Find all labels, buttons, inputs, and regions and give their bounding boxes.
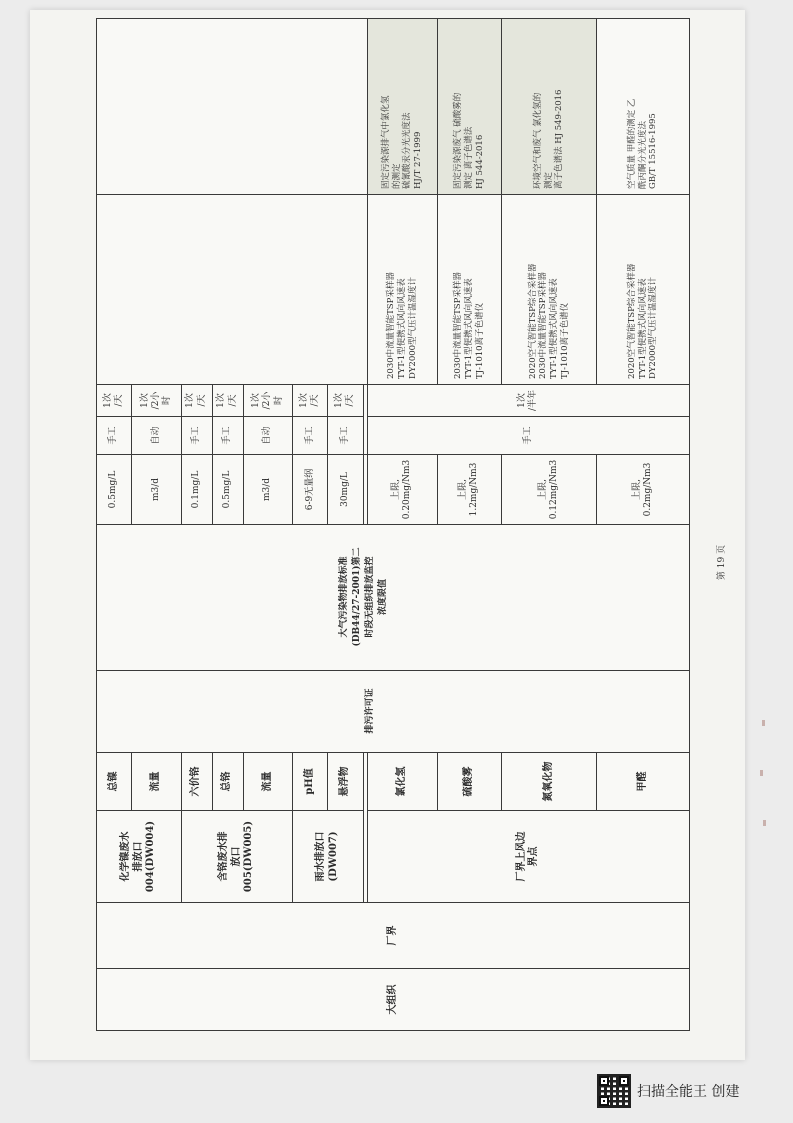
pollutant-ss: 悬浮物 [328,753,363,811]
pollutant-h2so4: 硫酸雾 [437,753,501,811]
mode-air: 手工 [367,417,689,455]
qr-code-icon [597,1074,631,1108]
method-h2so4: 2030中流量智能TSP采样器 TYT-1型便携式风向风速表 TJ-1010离子色谱仪 [437,195,501,385]
scanner-app-text: 扫描全能王 创建 [637,1084,740,1100]
mode-flow2: 自动 [243,417,293,455]
pollutant-cr6: 六价铬 [181,753,212,811]
standard-hcl: 固定污染源排气中氯化氢 的测定 硫氰酸汞分光光度法 HJ/T 27-1999 [367,19,437,195]
limit-ph: 6-9无量纲 [293,455,328,525]
standard-h2so4: 固定污染源废气 硫酸雾的 测定 离子色谱法 HJ 544-2016 [437,19,501,195]
freq-cr: 1次 /天 [212,385,243,417]
pollutant-ni: 总镍 [97,753,132,811]
monitoring-table [96,18,690,1031]
pollutant-ph: pH值 [293,753,328,811]
limit-flow1: m3/d [132,455,182,525]
mode-ni: 手工 [97,417,132,455]
scanner-watermark [597,1073,739,1109]
org-category-cell: 大组织 [97,969,690,1031]
limit-cr6: 0.1mg/L [181,455,212,525]
freq-ss: 1次 /天 [328,385,363,417]
pollutant-hcho: 甲醛 [596,753,689,811]
basis-cell [97,671,690,753]
rotated-table-wrapper [96,19,690,1031]
pollutant-flow1: 流量 [132,753,182,811]
limit-hcho: 上限, 0.2mg/Nm3 [596,455,689,525]
mode-ss: 手工 [328,417,363,455]
pollutant-hcl: 氯化氢 [367,753,437,811]
standard-empty [97,19,368,195]
limit-h2so4: 上限, 1.2mg/Nm3 [437,455,501,525]
outlet-cr-cell: 含铬废水排 放口 005(DW005) [181,811,293,903]
limit-cr: 0.5mg/L [212,455,243,525]
mode-ph: 手工 [293,417,328,455]
pollutant-flow2: 流量 [243,753,293,811]
method-hcho: 2020空气智能TSP综合采样器 TYT-1型便携式风向风速表 DY2000型气压计温湿度计 [596,195,689,385]
freq-air: 1次 /半年 [367,385,689,417]
standard-hcho: 空气质量 甲醛的测定 乙 酰丙酮分光光度法 GB/T 15516-1995 [596,19,689,195]
limit-flow2: m3/d [243,455,293,525]
limit-ss: 30mg/L [328,455,363,525]
limit-standard-cell [97,525,690,671]
mode-cr6: 手工 [181,417,212,455]
mode-flow1: 自动 [132,417,182,455]
page-number: 第 19 页 [717,544,728,581]
outlet-chem-cell: 化学镍废水 排放口 004(DW004) [97,811,182,903]
freq-ph: 1次 /天 [293,385,328,417]
outlet-rain-cell: 雨水排放口 (DW007) [293,811,363,903]
freq-flow1: 1次 /2小 时 [132,385,182,417]
method-empty [97,195,368,385]
limit-nox: 上限, 0.12mg/Nm3 [501,455,596,525]
limit-hcl: 上限, 0.20mg/Nm3 [367,455,437,525]
method-hcl: 2030中流量智能TSP采样器 TYT-1型便携式风向风速表 DY2000型气压计温湿度计 [367,195,437,385]
method-nox: 2020空气智能TSP综合采样器 2030中流量智能TSP采样器 TYT-1型便携式风向风速表 TJ-1010离子色谱仪 [501,195,596,385]
freq-ni: 1次 /天 [97,385,132,417]
limit-ni: 0.5mg/L [97,455,132,525]
freq-flow2: 1次 /2小 时 [243,385,293,417]
mode-cr: 手工 [212,417,243,455]
freq-cr6: 1次 /天 [181,385,212,417]
scope-cell: 厂界 [97,903,690,969]
basis-text: 排污许可证 [365,688,375,734]
pollutant-cr: 总铬 [212,753,243,811]
limit-standard-text: 大气污染物排放标准 (DB44/27-2001)第二 时段无组织排放监控 浓度限值 [339,547,388,647]
outlet-boundary-cell: 厂界上风边 界点 [367,811,689,903]
standard-nox: 环境空气和废气 氯化氢的 测定 离子色谱法 HJ 549-2016 [501,19,596,195]
pollutant-nox: 氮氧化物 [501,753,596,811]
